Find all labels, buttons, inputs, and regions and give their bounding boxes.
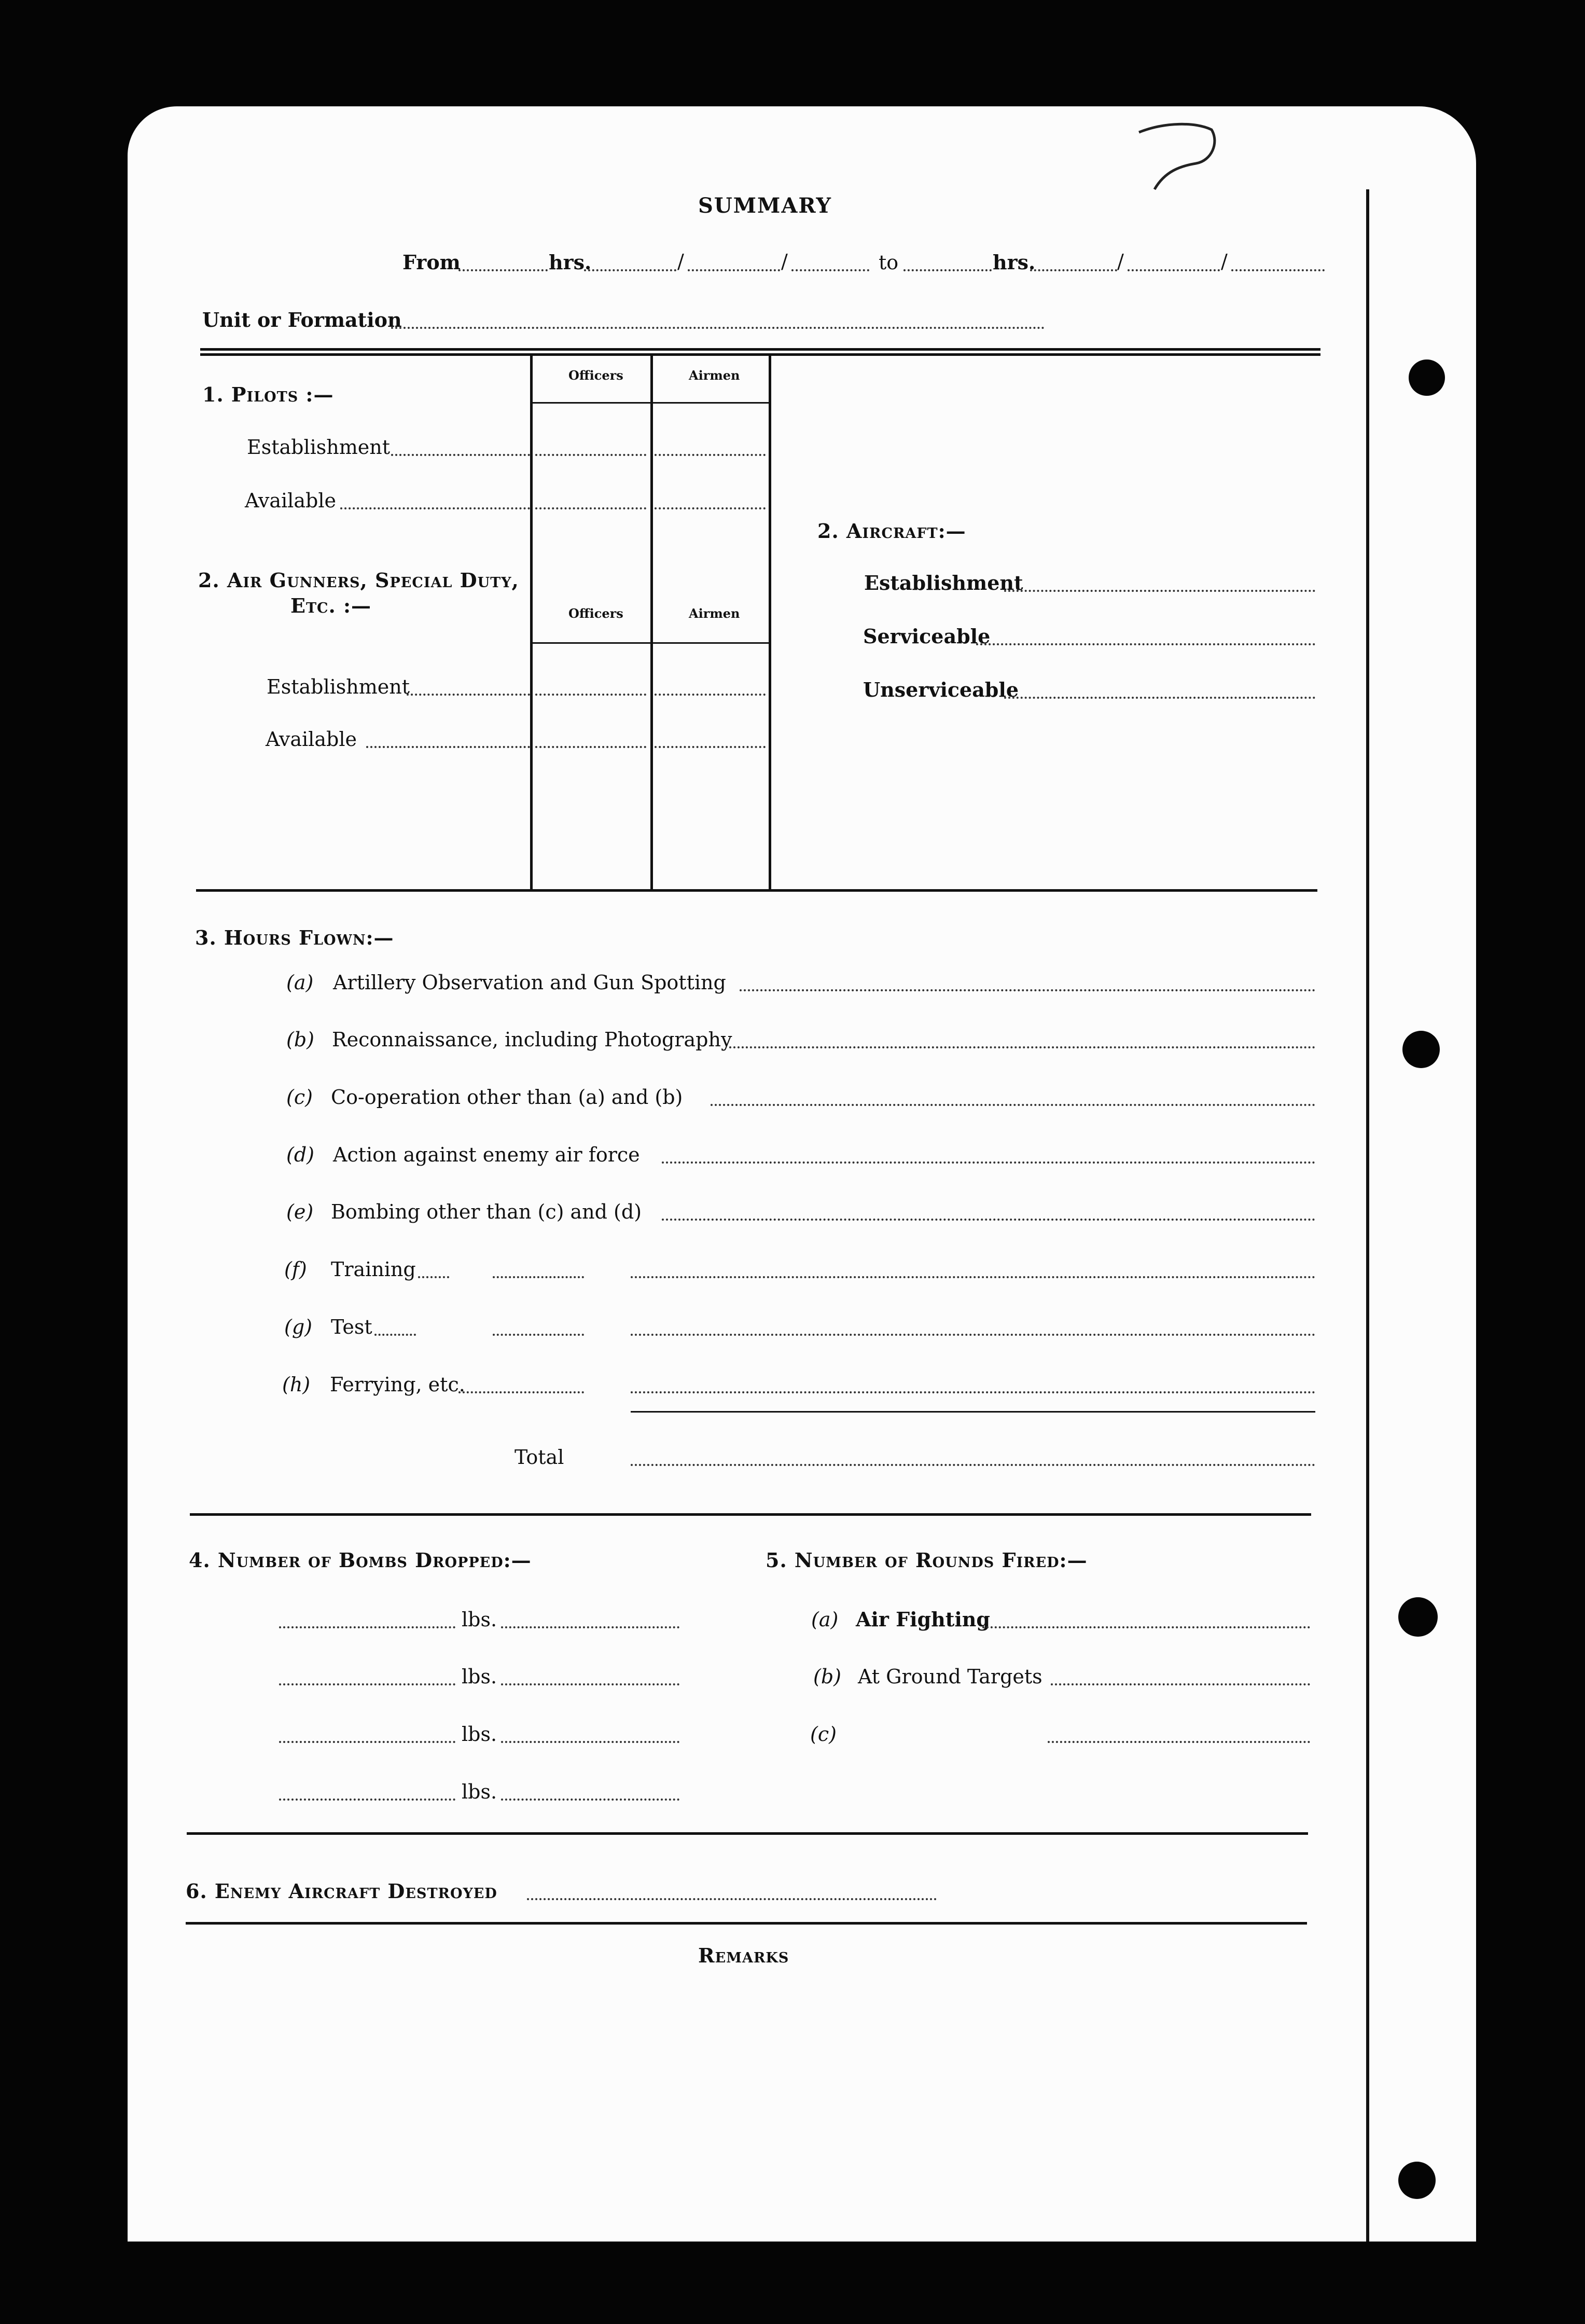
gunners-header-rule [531,642,770,644]
to-time-field[interactable] [903,269,992,271]
hours-f-col2[interactable] [631,1276,1315,1278]
hours-total-field[interactable] [631,1464,1315,1466]
hours-e-text: Bombing other than (c) and (d) [331,1200,642,1223]
rounds-a-letter: (a) [811,1608,839,1631]
pilots-heading: 1. Pilots :— [202,383,334,406]
gunners-establishment-label: Establishment [267,675,410,698]
hours-e-letter: (e) [286,1200,314,1223]
remarks-heading: Remarks [698,1944,789,1967]
aircraft-heading: 2. Aircraft:— [817,519,966,543]
enemy-field[interactable] [527,1898,937,1900]
from-time-field[interactable] [458,269,548,271]
gunners-available-airmen[interactable] [655,746,766,748]
bombs-weight-2[interactable] [501,1683,679,1685]
hours-heading: 3. Hours Flown:— [195,926,394,949]
hours-b-text: Reconnaissance, including Photography [332,1028,732,1051]
bombs-heading: 4. Number of Bombs Dropped:— [189,1548,532,1572]
hours-b-field[interactable] [729,1046,1315,1048]
pilots-available-label: Available [245,489,336,512]
aircraft-establishment-label: Establishment [864,571,1023,594]
hours-b-letter: (b) [286,1028,314,1051]
gunners-establishment-officers[interactable] [535,694,646,696]
pilots-establishment-dots [391,454,530,456]
pencil-mark [1134,122,1227,195]
hours-h-text: Ferrying, etc. [330,1373,465,1396]
hours-f-col1[interactable] [493,1276,584,1278]
hours-g-col2[interactable] [631,1334,1315,1336]
from-month-field[interactable] [688,269,780,271]
hours-g-dots [374,1334,416,1336]
remarks-area[interactable] [186,1979,1306,2228]
bombs-unit-1: lbs. [462,1608,497,1631]
aircraft-establishment-field[interactable] [1004,590,1315,592]
unit-field[interactable] [391,327,1045,329]
to-day-field[interactable] [1030,269,1117,271]
punch-hole-4 [1398,2162,1436,2199]
hours-g-letter: (g) [284,1316,312,1338]
rounds-c-letter: (c) [810,1723,837,1746]
pilots-header-rule [531,402,770,404]
section-rule-4 [186,1922,1307,1925]
rounds-a-field[interactable] [982,1626,1310,1628]
from-day-field[interactable] [584,269,676,271]
slash-2: / [781,250,788,273]
hours-total-rule [631,1411,1315,1413]
hours-d-field[interactable] [662,1161,1315,1164]
section-rule-1 [196,889,1317,892]
table-line-2 [650,353,653,889]
gunners-heading: 2. Air Gunners, Special Duty, [198,569,519,592]
slash-1: / [677,250,684,273]
aircraft-unserviceable-label: Unserviceable [863,678,1019,701]
pilots-airmen-header: Airmen [689,368,740,383]
hours-c-letter: (c) [286,1086,313,1109]
pilots-establishment-label: Establishment [247,436,391,459]
pilots-available-dots [340,507,530,509]
hours-h-letter: (h) [282,1373,311,1396]
hours-f-letter: (f) [284,1258,307,1281]
aircraft-unserviceable-field[interactable] [1004,697,1315,699]
hours-a-text: Artillery Observation and Gun Spotting [333,971,726,994]
hours-a-field[interactable] [740,989,1315,991]
bombs-unit-3: lbs. [462,1723,497,1746]
from-year-field[interactable] [791,269,869,271]
from-label: From [402,251,461,274]
rounds-c-field[interactable] [1048,1741,1310,1743]
bombs-qty-4[interactable] [279,1799,455,1801]
gunners-officers-header: Officers [568,606,623,621]
hours-h-col2[interactable] [631,1391,1315,1393]
hours-a-letter: (a) [286,971,314,994]
pilots-officers-header: Officers [568,368,623,383]
hrs-label-2: hrs. [993,251,1036,274]
enemy-heading: 6. Enemy Aircraft Destroyed [186,1879,497,1903]
unit-label: Unit or Formation [202,308,402,331]
section-rule-2 [190,1513,1311,1516]
pilots-establishment-officers[interactable] [535,454,646,456]
gunners-available-dots [366,746,530,748]
slash-4: / [1221,250,1228,273]
margin-line [1366,189,1369,2242]
double-rule-top [200,348,1320,351]
slash-3: / [1117,250,1124,273]
section-rule-3 [187,1832,1308,1835]
hours-g-text: Test [331,1316,372,1338]
hours-d-letter: (d) [286,1143,314,1166]
gunners-available-label: Available [266,728,357,751]
aircraft-serviceable-field[interactable] [976,643,1315,645]
rounds-b-letter: (b) [813,1665,841,1688]
hours-f-dots [418,1276,449,1278]
hours-total-label: Total [515,1446,564,1469]
to-year-field[interactable] [1231,269,1325,271]
table-line-3 [769,353,771,889]
hours-f-text: Training [331,1258,416,1281]
gunners-available-officers[interactable] [535,746,646,748]
rounds-b-text: At Ground Targets [858,1665,1042,1688]
double-rule-bottom [200,353,1320,356]
bombs-weight-4[interactable] [501,1799,679,1801]
punch-hole-3 [1398,1597,1438,1637]
gunners-heading-cont: Etc. :— [290,594,372,617]
gunners-establishment-dots [407,694,530,696]
bombs-qty-3[interactable] [279,1741,455,1743]
rounds-a-text: Air Fighting [856,1608,990,1631]
rounds-heading: 5. Number of Rounds Fired:— [766,1548,1088,1572]
hrs-label-1: hrs. [549,251,592,274]
form-page [128,106,1476,2242]
hours-e-field[interactable] [662,1219,1315,1221]
form-title: SUMMARY [698,193,832,218]
pilots-available-officers[interactable] [535,507,646,509]
pilots-establishment-airmen[interactable] [655,454,766,456]
bombs-weight-1[interactable] [501,1626,679,1628]
pilots-available-airmen[interactable] [655,507,766,509]
gunners-establishment-airmen[interactable] [655,694,766,696]
bombs-unit-4: lbs. [462,1780,497,1803]
bombs-weight-3[interactable] [501,1741,679,1743]
to-month-field[interactable] [1128,269,1220,271]
punch-hole-1 [1409,359,1445,396]
hours-d-text: Action against enemy air force [333,1143,640,1166]
to-label: to [879,251,899,274]
punch-hole-2 [1402,1031,1440,1068]
hours-g-col1[interactable] [493,1334,584,1336]
bombs-qty-2[interactable] [279,1683,455,1685]
rounds-b-field[interactable] [1051,1683,1310,1685]
table-line-1 [530,353,533,889]
hours-c-text: Co-operation other than (a) and (b) [331,1086,683,1109]
aircraft-serviceable-label: Serviceable [863,625,991,648]
hours-c-field[interactable] [711,1104,1315,1106]
bombs-unit-2: lbs. [462,1665,497,1688]
hours-h-col1[interactable] [458,1391,584,1393]
bombs-qty-1[interactable] [279,1626,455,1628]
gunners-airmen-header: Airmen [689,606,740,621]
